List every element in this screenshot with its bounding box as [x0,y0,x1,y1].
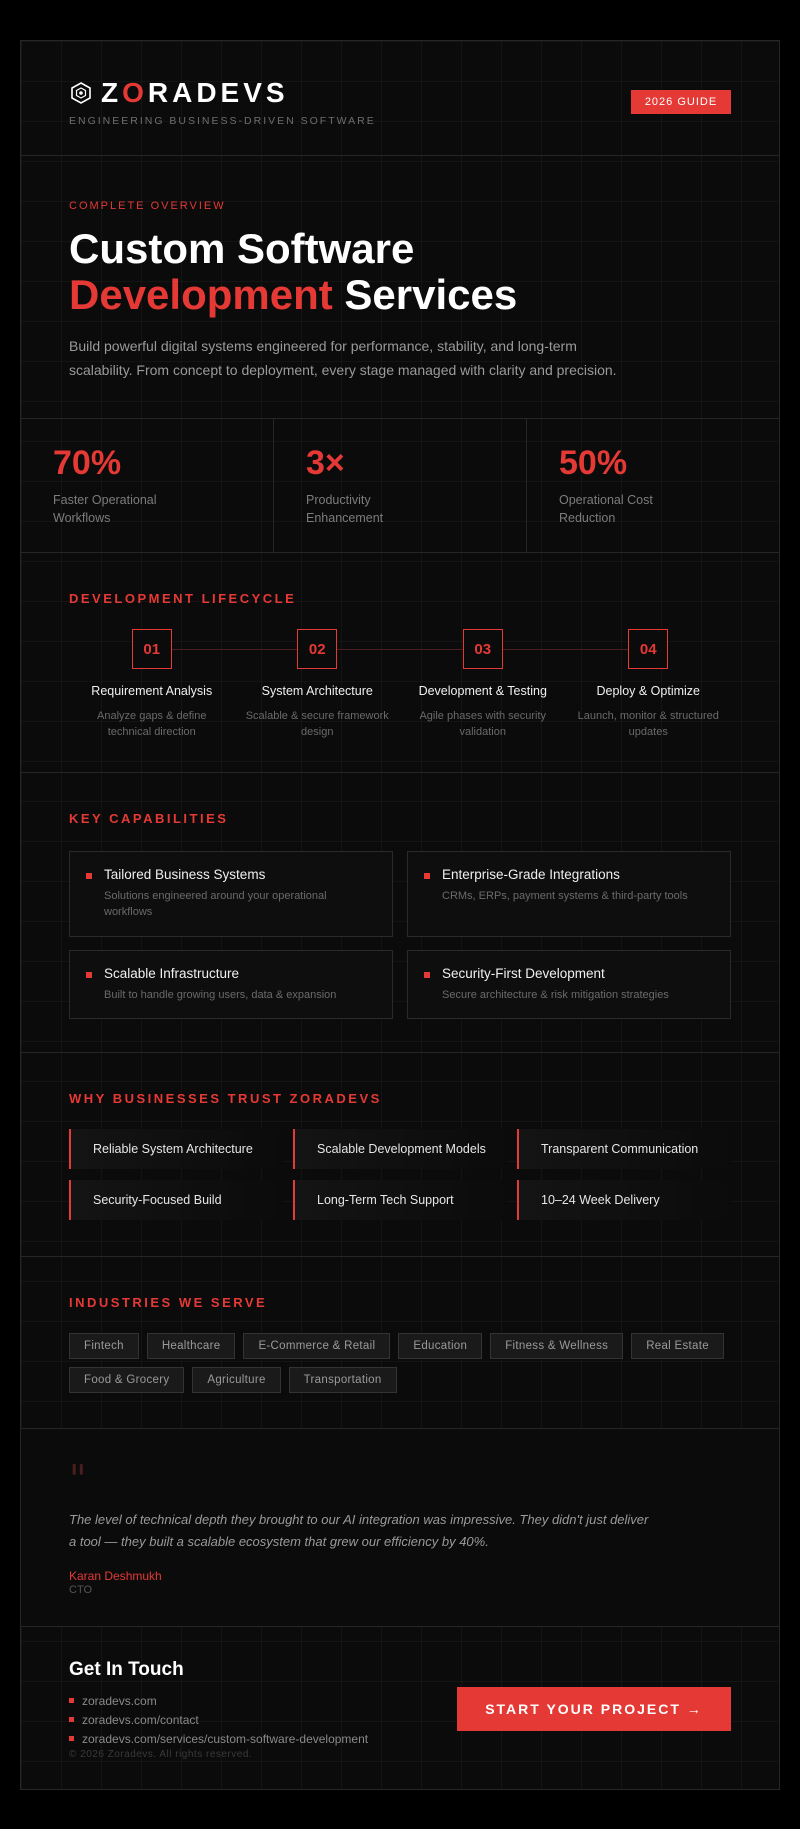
lifecycle-step [566,629,732,740]
capability-description: Built to handle growing users, data & expansion [104,989,337,1001]
stat-card [527,419,779,552]
capability-title: Scalable Infrastructure [104,966,240,981]
document-frame [20,40,780,1790]
logo-text: ZORADEVS [101,77,289,108]
capability-card [407,950,731,1019]
industry-chip[interactable]: Fintech [69,1333,139,1359]
testimonial-section [21,1429,779,1627]
testimonial-role: CTO [69,1584,93,1596]
lifecycle-step [235,629,401,740]
trust-item: Reliable System Architecture [69,1129,283,1169]
stat-value: 50% [559,444,628,482]
capability-card [69,851,393,937]
title-accent: Development [69,271,333,318]
trust-item: Long-Term Tech Support [293,1180,507,1220]
step-number: 04 [628,629,668,669]
step-description: Agile phases with security validation [419,710,547,738]
step-number: 01 [132,629,172,669]
bullet-square-icon [69,1717,74,1722]
trust-section [21,1053,779,1257]
industry-chip[interactable]: Education [398,1333,482,1359]
contact-link[interactable]: zoradevs.com [69,1691,368,1710]
capability-description: CRMs, ERPs, payment systems & third-party tools [442,890,688,902]
lifecycle-step [400,629,566,740]
guide-badge[interactable]: 2026 GUIDE [631,90,731,114]
hero-description: Build powerful digital systems engineered for performance, stability, and long-term scalability. From concept to deployment, every stage managed with clarity and precision. [69,338,617,378]
contact-link[interactable]: zoradevs.com/contact [69,1710,368,1729]
stat-label: Productivity Enhancement [306,493,384,525]
section-title: KEY CAPABILITIES [69,811,229,826]
capability-title: Enterprise-Grade Integrations [442,867,620,882]
step-number: 02 [297,629,337,669]
section-title: INDUSTRIES WE SERVE [69,1295,268,1310]
step-description: Launch, monitor & structured updates [577,710,719,738]
capability-description: Secure architecture & risk mitigation strategies [442,989,669,1001]
step-description: Analyze gaps & define technical direction [97,710,207,738]
stat-label: Faster Operational Workflows [53,493,157,525]
steps [69,629,731,740]
section-title: DEVELOPMENT LIFECYCLE [69,591,297,606]
step-title: Deploy & Optimize [596,684,700,698]
header [21,41,779,156]
stat-value: 3× [306,444,345,482]
trust-item: Transparent Communication [517,1129,731,1169]
industry-chip[interactable]: Fitness & Wellness [490,1333,623,1359]
hexagon-logo-icon [69,81,93,105]
stat-value: 70% [53,444,122,482]
trust-item: 10–24 Week Delivery [517,1180,731,1220]
contact-title: Get In Touch [69,1659,184,1680]
industry-chips [69,1333,731,1393]
bullet-square-icon [86,873,92,879]
logo[interactable] [69,77,289,109]
capability-card [407,851,731,937]
copyright: © 2026 Zoradevs. All rights reserved. [69,1749,253,1760]
bullet-square-icon [424,873,430,879]
bullet-square-icon [69,1698,74,1703]
capability-card [69,950,393,1019]
trust-item: Scalable Development Models [293,1129,507,1169]
step-title: Development & Testing [418,684,547,698]
bullet-square-icon [86,972,92,978]
step-number: 03 [463,629,503,669]
trust-item: Security-Focused Build [69,1180,283,1220]
stat-card [274,419,527,552]
industry-chip[interactable]: Transportation [289,1367,397,1393]
step-title: System Architecture [261,684,373,698]
contact-link[interactable]: zoradevs.com/services/custom-software-development [69,1729,368,1748]
capability-description: Solutions engineered around your operational workflows [104,890,327,918]
stats-row [21,419,779,553]
stat-card [21,419,274,552]
section-title: WHY BUSINESSES TRUST ZORADEVS [69,1091,382,1106]
title-rest: Services [332,271,518,318]
lifecycle-section [21,553,779,773]
step-title: Requirement Analysis [91,684,213,698]
step-description: Scalable & secure framework design [245,710,389,738]
hero-section [21,156,779,419]
tagline: ENGINEERING BUSINESS-DRIVEN SOFTWARE [69,115,376,127]
industry-chip[interactable]: E-Commerce & Retail [243,1333,390,1359]
industry-chip[interactable]: Healthcare [147,1333,236,1359]
contact-section [21,1627,779,1791]
capabilities-section [21,773,779,1053]
title-line1: Custom Software [69,225,415,272]
contact-links [69,1691,368,1748]
industry-chip[interactable]: Food & Grocery [69,1367,184,1393]
quote-icon: " [69,1457,87,1501]
industries-section [21,1257,779,1429]
page-title [69,226,517,318]
industry-chip[interactable]: Agriculture [192,1367,280,1393]
bullet-square-icon [69,1736,74,1741]
testimonial-quote: The level of technical depth they brought to our AI integration was impressive. They didn't just deliver a tool — they built a scalable ecosystem that grew our efficiency by 40%. [69,1512,649,1549]
testimonial-author: Karan Deshmukh [69,1569,162,1583]
lifecycle-step [69,629,235,740]
bullet-square-icon [424,972,430,978]
hero-eyebrow: COMPLETE OVERVIEW [69,200,226,212]
industry-chip[interactable]: Real Estate [631,1333,724,1359]
start-project-button[interactable]: START YOUR PROJECT → [457,1687,731,1731]
capability-title: Tailored Business Systems [104,867,266,882]
stat-label: Operational Cost Reduction [559,493,653,525]
capability-title: Security-First Development [442,966,605,981]
